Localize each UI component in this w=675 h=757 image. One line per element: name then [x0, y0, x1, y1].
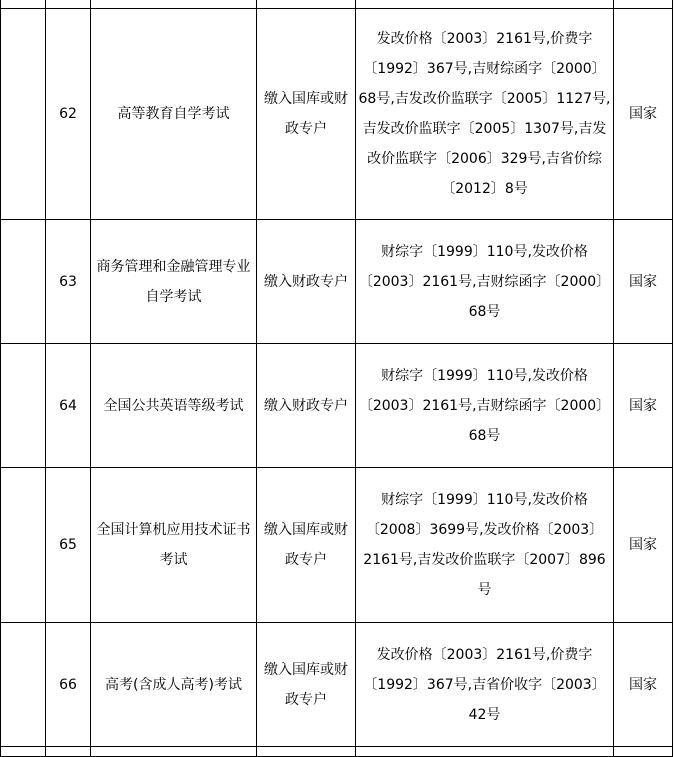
blank-cell — [1, 9, 46, 220]
blank-cell — [1, 220, 46, 344]
blank-cell — [1, 468, 46, 623]
fee-name: 高等教育自学考试 — [91, 9, 257, 220]
cell-edge — [1, 0, 46, 9]
legal-basis: 发改价格〔2003〕2161号,价费字〔1992〕367号,吉财综函字〔2000〕68号,吉发改价监联字〔2005〕1127号,吉发改价监联字〔2005〕1307号,吉发改价监联字〔2006〕329号,吉省价综〔2012〕8号 — [356, 9, 614, 220]
fund-destination: 缴入财政专户 — [257, 220, 356, 344]
table-row — [1, 468, 673, 623]
approval-level: 国家 — [614, 623, 673, 747]
row-number: 66 — [46, 623, 91, 747]
table-row-bottom-edge — [1, 747, 673, 757]
approval-level: 国家 — [614, 344, 673, 468]
table-row — [1, 623, 673, 747]
row-number: 63 — [46, 220, 91, 344]
cell-edge — [257, 747, 356, 757]
cell-edge — [1, 747, 46, 757]
legal-basis: 财综字〔1999〕110号,发改价格〔2003〕2161号,吉财综函字〔2000〕68号 — [356, 220, 614, 344]
table-row — [1, 9, 673, 220]
fee-name: 全国公共英语等级考试 — [91, 344, 257, 468]
legal-basis: 财综字〔1999〕110号,发改价格〔2003〕2161号,吉财综函字〔2000〕68号 — [356, 344, 614, 468]
fee-name: 高考(含成人高考)考试 — [91, 623, 257, 747]
row-number: 65 — [46, 468, 91, 623]
cell-edge — [257, 0, 356, 9]
cell-edge — [46, 747, 91, 757]
blank-cell — [1, 623, 46, 747]
approval-level: 国家 — [614, 9, 673, 220]
fund-destination: 缴入国库或财政专户 — [257, 9, 356, 220]
row-number: 64 — [46, 344, 91, 468]
table-row — [1, 220, 673, 344]
cell-edge — [91, 0, 257, 9]
blank-cell — [1, 344, 46, 468]
row-number: 62 — [46, 9, 91, 220]
fund-destination: 缴入国库或财政专户 — [257, 468, 356, 623]
legal-basis: 发改价格〔2003〕2161号,价费字〔1992〕367号,吉省价收字〔2003〕42号 — [356, 623, 614, 747]
fee-name: 全国计算机应用技术证书考试 — [91, 468, 257, 623]
fund-destination: 缴入国库或财政专户 — [257, 623, 356, 747]
cell-edge — [91, 747, 257, 757]
approval-level: 国家 — [614, 468, 673, 623]
cell-edge — [356, 747, 614, 757]
table-row — [1, 344, 673, 468]
cell-edge — [46, 0, 91, 9]
fund-destination: 缴入财政专户 — [257, 344, 356, 468]
table-row-top-edge — [1, 0, 673, 9]
legal-basis: 财综字〔1999〕110号,发改价格〔2008〕3699号,发改价格〔2003〕2161号,吉发改价监联字〔2007〕896号 — [356, 468, 614, 623]
approval-level: 国家 — [614, 220, 673, 344]
cell-edge — [356, 0, 614, 9]
cell-edge — [614, 747, 673, 757]
cell-edge — [614, 0, 673, 9]
fee-name: 商务管理和金融管理专业自学考试 — [91, 220, 257, 344]
